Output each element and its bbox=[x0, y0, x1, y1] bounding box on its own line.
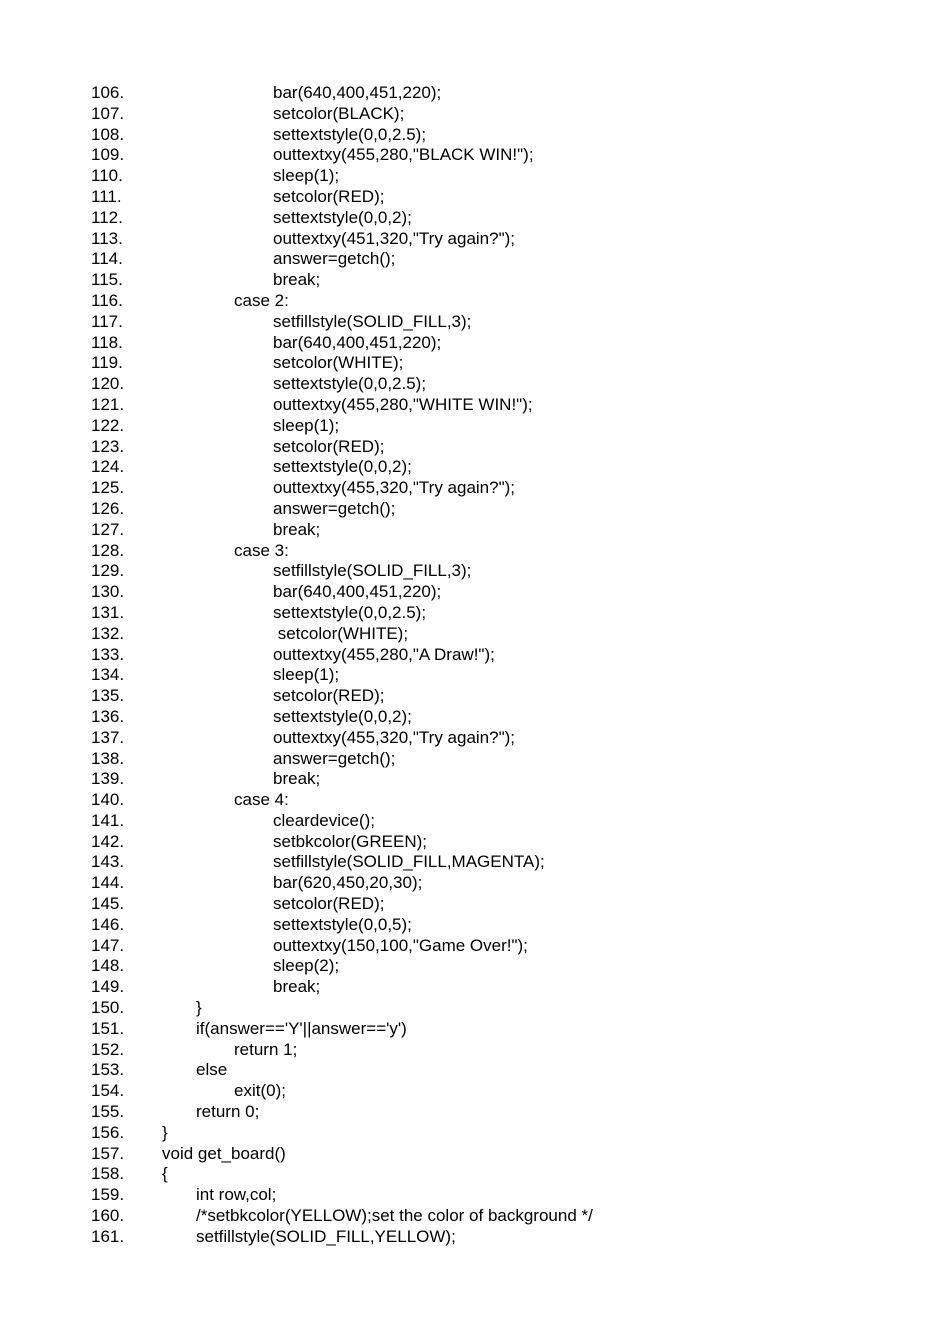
line-number: 152. bbox=[91, 1039, 125, 1059]
code-text: int row,col; bbox=[196, 1185, 277, 1205]
code-text: setcolor(BLACK); bbox=[273, 103, 405, 123]
line-number: 146. bbox=[91, 914, 125, 934]
code-text: /*setbkcolor(YELLOW);set the color of background */ bbox=[196, 1206, 593, 1226]
code-line bbox=[0, 852, 950, 873]
line-number: 157. bbox=[91, 1143, 125, 1163]
line-number: 130. bbox=[91, 582, 125, 602]
code-text: settextstyle(0,0,2); bbox=[273, 207, 412, 227]
line-number: 160. bbox=[91, 1206, 125, 1226]
code-line bbox=[0, 1164, 950, 1185]
code-line bbox=[0, 686, 950, 707]
code-text: settextstyle(0,0,5); bbox=[273, 914, 412, 934]
code-line bbox=[0, 520, 950, 541]
line-number: 126. bbox=[91, 498, 125, 518]
code-line bbox=[0, 249, 950, 270]
code-text: settextstyle(0,0,2.5); bbox=[273, 374, 427, 394]
code-line bbox=[0, 915, 950, 936]
code-line bbox=[0, 353, 950, 374]
line-number: 113. bbox=[91, 228, 123, 248]
line-number: 140. bbox=[91, 790, 125, 810]
line-number: 108. bbox=[91, 124, 125, 144]
code-text: settextstyle(0,0,2); bbox=[273, 706, 412, 726]
line-number: 128. bbox=[91, 540, 125, 560]
code-line bbox=[0, 125, 950, 146]
code-line bbox=[0, 665, 950, 686]
line-number: 153. bbox=[91, 1060, 125, 1080]
line-number: 145. bbox=[91, 894, 125, 914]
code-line bbox=[0, 1123, 950, 1144]
code-text: bar(620,450,20,30); bbox=[273, 873, 423, 893]
line-number: 148. bbox=[91, 956, 125, 976]
code-text: case 2: bbox=[234, 290, 289, 310]
line-number: 135. bbox=[91, 686, 125, 706]
code-text: exit(0); bbox=[234, 1081, 286, 1101]
code-text: setcolor(RED); bbox=[273, 186, 385, 206]
line-number: 133. bbox=[91, 644, 125, 664]
code-line bbox=[0, 374, 950, 395]
code-line bbox=[0, 790, 950, 811]
line-number: 150. bbox=[91, 998, 125, 1018]
code-text: outtextxy(455,280,"BLACK WIN!"); bbox=[273, 145, 534, 165]
line-number: 117. bbox=[91, 311, 123, 331]
code-text: setcolor(RED); bbox=[273, 894, 385, 914]
code-text: break; bbox=[273, 977, 321, 997]
code-line bbox=[0, 1019, 950, 1040]
code-text: outtextxy(455,280,"WHITE WIN!"); bbox=[273, 394, 533, 414]
line-number: 161. bbox=[91, 1226, 125, 1246]
code-line bbox=[0, 894, 950, 915]
code-line bbox=[0, 977, 950, 998]
code-listing bbox=[0, 83, 950, 1248]
line-number: 119. bbox=[91, 353, 123, 373]
code-line bbox=[0, 104, 950, 125]
code-line bbox=[0, 229, 950, 250]
line-number: 131. bbox=[91, 602, 125, 622]
code-line bbox=[0, 291, 950, 312]
code-text: setbkcolor(GREEN); bbox=[273, 831, 427, 851]
code-text: settextstyle(0,0,2.5); bbox=[273, 602, 427, 622]
code-line bbox=[0, 457, 950, 478]
code-text: setcolor(WHITE); bbox=[273, 623, 409, 643]
code-text: outtextxy(451,320,"Try again?"); bbox=[273, 228, 516, 248]
code-line bbox=[0, 936, 950, 957]
code-line bbox=[0, 437, 950, 458]
code-text: outtextxy(455,320,"Try again?"); bbox=[273, 478, 516, 498]
code-line bbox=[0, 1227, 950, 1248]
code-text: sleep(1); bbox=[273, 415, 340, 435]
line-number: 107. bbox=[91, 103, 125, 123]
code-line bbox=[0, 624, 950, 645]
code-text: bar(640,400,451,220); bbox=[273, 83, 442, 102]
code-text: outtextxy(150,100,"Game Over!"); bbox=[273, 935, 528, 955]
code-text: answer=getch(); bbox=[273, 249, 396, 269]
line-number: 116. bbox=[91, 290, 123, 310]
code-line bbox=[0, 956, 950, 977]
code-line bbox=[0, 145, 950, 166]
code-text: setcolor(WHITE); bbox=[273, 353, 404, 373]
code-line bbox=[0, 707, 950, 728]
code-text: setfillstyle(SOLID_FILL,YELLOW); bbox=[196, 1226, 456, 1246]
code-text: setfillstyle(SOLID_FILL,MAGENTA); bbox=[273, 852, 545, 872]
code-text: setfillstyle(SOLID_FILL,3); bbox=[273, 311, 472, 331]
line-number: 109. bbox=[91, 145, 125, 165]
line-number: 151. bbox=[91, 1018, 125, 1038]
line-number: 123. bbox=[91, 436, 125, 456]
code-line bbox=[0, 582, 950, 603]
code-line bbox=[0, 832, 950, 853]
code-text: } bbox=[196, 998, 202, 1018]
code-line bbox=[0, 83, 950, 104]
code-line bbox=[0, 749, 950, 770]
line-number: 114. bbox=[91, 249, 123, 269]
code-line bbox=[0, 873, 950, 894]
line-number: 122. bbox=[91, 415, 125, 435]
line-number: 121. bbox=[91, 394, 125, 414]
code-line bbox=[0, 499, 950, 520]
code-line bbox=[0, 998, 950, 1019]
code-text: break; bbox=[273, 519, 321, 539]
code-line bbox=[0, 603, 950, 624]
code-line bbox=[0, 1185, 950, 1206]
code-text: else bbox=[196, 1060, 228, 1080]
code-line bbox=[0, 561, 950, 582]
code-line bbox=[0, 1102, 950, 1123]
line-number: 139. bbox=[91, 769, 125, 789]
code-line bbox=[0, 728, 950, 749]
code-text: sleep(2); bbox=[273, 956, 340, 976]
line-number: 134. bbox=[91, 665, 125, 685]
line-number: 136. bbox=[91, 706, 125, 726]
code-text: cleardevice(); bbox=[273, 810, 376, 830]
code-line bbox=[0, 645, 950, 666]
line-number: 110. bbox=[91, 166, 123, 186]
code-text: case 4: bbox=[234, 790, 289, 810]
line-number: 111. bbox=[91, 186, 122, 206]
code-line bbox=[0, 1060, 950, 1081]
code-text: case 3: bbox=[234, 540, 289, 560]
code-text: if(answer=='Y'||answer=='y') bbox=[196, 1018, 407, 1038]
line-number: 124. bbox=[91, 457, 125, 477]
code-line bbox=[0, 769, 950, 790]
line-number: 132. bbox=[91, 623, 125, 643]
line-number: 118. bbox=[91, 332, 123, 352]
code-text: setcolor(RED); bbox=[273, 436, 385, 456]
code-line bbox=[0, 166, 950, 187]
line-number: 120. bbox=[91, 374, 125, 394]
code-text: outtextxy(455,320,"Try again?"); bbox=[273, 727, 516, 747]
code-line bbox=[0, 811, 950, 832]
code-line bbox=[0, 187, 950, 208]
code-text: setcolor(RED); bbox=[273, 686, 385, 706]
code-text: void get_board() bbox=[162, 1143, 286, 1163]
line-number: 127. bbox=[91, 519, 125, 539]
code-text: return 0; bbox=[196, 1102, 260, 1122]
line-number: 129. bbox=[91, 561, 125, 581]
code-line bbox=[0, 1040, 950, 1061]
line-number: 125. bbox=[91, 478, 125, 498]
line-number: 159. bbox=[91, 1185, 125, 1205]
code-line bbox=[0, 270, 950, 291]
code-text: settextstyle(0,0,2); bbox=[273, 457, 412, 477]
line-number: 147. bbox=[91, 935, 125, 955]
line-number: 137. bbox=[91, 727, 125, 747]
line-number: 154. bbox=[91, 1081, 125, 1101]
code-text: bar(640,400,451,220); bbox=[273, 332, 442, 352]
code-text: break; bbox=[273, 769, 321, 789]
code-text: break; bbox=[273, 270, 321, 290]
code-line bbox=[0, 1206, 950, 1227]
code-text: bar(640,400,451,220); bbox=[273, 582, 442, 602]
code-line bbox=[0, 333, 950, 354]
code-text: outtextxy(455,280,"A Draw!"); bbox=[273, 644, 495, 664]
code-line bbox=[0, 416, 950, 437]
code-text: sleep(1); bbox=[273, 166, 340, 186]
code-text: setfillstyle(SOLID_FILL,3); bbox=[273, 561, 472, 581]
line-number: 106. bbox=[91, 83, 125, 102]
code-line bbox=[0, 312, 950, 333]
code-text: { bbox=[162, 1164, 168, 1184]
code-line bbox=[0, 541, 950, 562]
line-number: 112. bbox=[91, 207, 123, 227]
line-number: 115. bbox=[91, 270, 123, 290]
code-text: sleep(1); bbox=[273, 665, 340, 685]
code-line bbox=[0, 395, 950, 416]
code-line bbox=[0, 208, 950, 229]
code-text: answer=getch(); bbox=[273, 748, 396, 768]
line-number: 158. bbox=[91, 1164, 125, 1184]
line-number: 156. bbox=[91, 1122, 125, 1142]
line-number: 143. bbox=[91, 852, 125, 872]
code-line bbox=[0, 1144, 950, 1165]
line-number: 142. bbox=[91, 831, 125, 851]
code-text: return 1; bbox=[234, 1039, 298, 1059]
line-number: 144. bbox=[91, 873, 125, 893]
code-line bbox=[0, 1081, 950, 1102]
code-text: settextstyle(0,0,2.5); bbox=[273, 124, 427, 144]
line-number: 149. bbox=[91, 977, 125, 997]
line-number: 141. bbox=[91, 810, 125, 830]
code-line bbox=[0, 478, 950, 499]
code-text: answer=getch(); bbox=[273, 498, 396, 518]
line-number: 155. bbox=[91, 1102, 125, 1122]
line-number: 138. bbox=[91, 748, 125, 768]
code-text: } bbox=[162, 1122, 168, 1142]
